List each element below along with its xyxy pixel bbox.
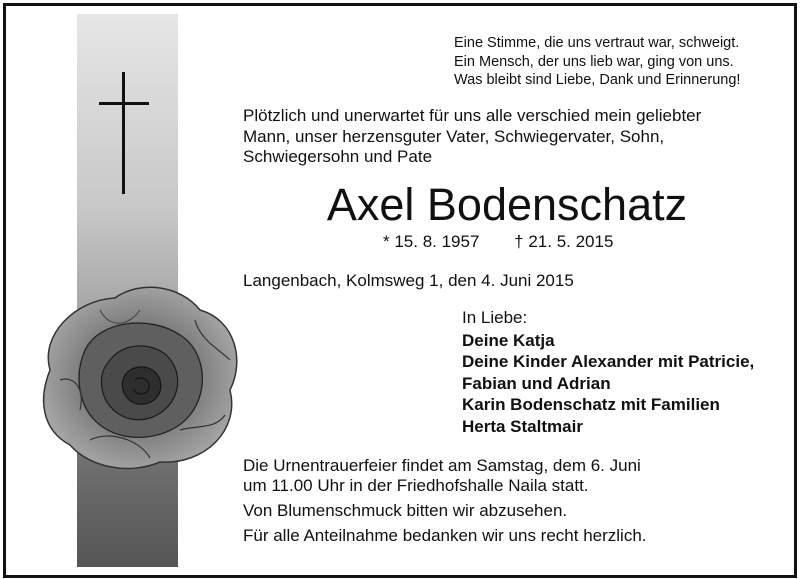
place-date: Langenbach, Kolmsweg 1, den 4. Juni 2015 xyxy=(243,271,574,290)
deceased-name: Axel Bodenschatz xyxy=(326,179,688,230)
mourners-label: In Liebe: xyxy=(462,308,528,327)
closing-line: Von Blumenschmuck bitten wir abzusehen. xyxy=(243,501,568,520)
intro-line: Mann, unser herzensguter Vater, Schwiegervater, Sohn, xyxy=(243,126,665,146)
birth-date: * 15. 8. 1957 xyxy=(383,232,480,251)
intro-line: Plötzlich und unerwartet für uns alle verschied mein geliebter xyxy=(243,106,702,125)
intro-text xyxy=(243,106,701,168)
cross-icon xyxy=(99,72,149,194)
quote-verse xyxy=(454,34,774,90)
death-date: † 21. 5. 2015 xyxy=(514,232,614,251)
rose-image xyxy=(30,280,245,472)
mourner-entry: Fabian und Adrian xyxy=(462,373,611,393)
quote-line: Ein Mensch, der uns lieb war, ging von uns. xyxy=(454,53,734,70)
closing-line: Die Urnentrauerfeier findet am Samstag, dem 6. Juni xyxy=(243,456,641,475)
intro-line: Schwiegersohn und Pate xyxy=(243,147,433,166)
mourner-entry: Deine Katja xyxy=(462,330,555,350)
closing-line: um 11.00 Uhr in der Friedhofshalle Naila statt. xyxy=(243,476,589,495)
mourner-entry: Deine Kinder Alexander mit Patricie, xyxy=(462,352,755,371)
quote-line: Eine Stimme, die uns vertraut war, schweigt. xyxy=(454,35,740,51)
mourner-entry: Herta Staltmair xyxy=(462,416,583,436)
mourner-entry: Karin Bodenschatz mit Familien xyxy=(462,395,720,414)
life-dates xyxy=(383,232,613,252)
closing-line: Für alle Anteilnahme bedanken wir uns recht herzlich. xyxy=(243,526,647,545)
closing-text xyxy=(243,456,647,546)
quote-line: Was bleibt sind Liebe, Dank und Erinnerung! xyxy=(454,72,741,88)
mourners-list xyxy=(462,307,754,437)
